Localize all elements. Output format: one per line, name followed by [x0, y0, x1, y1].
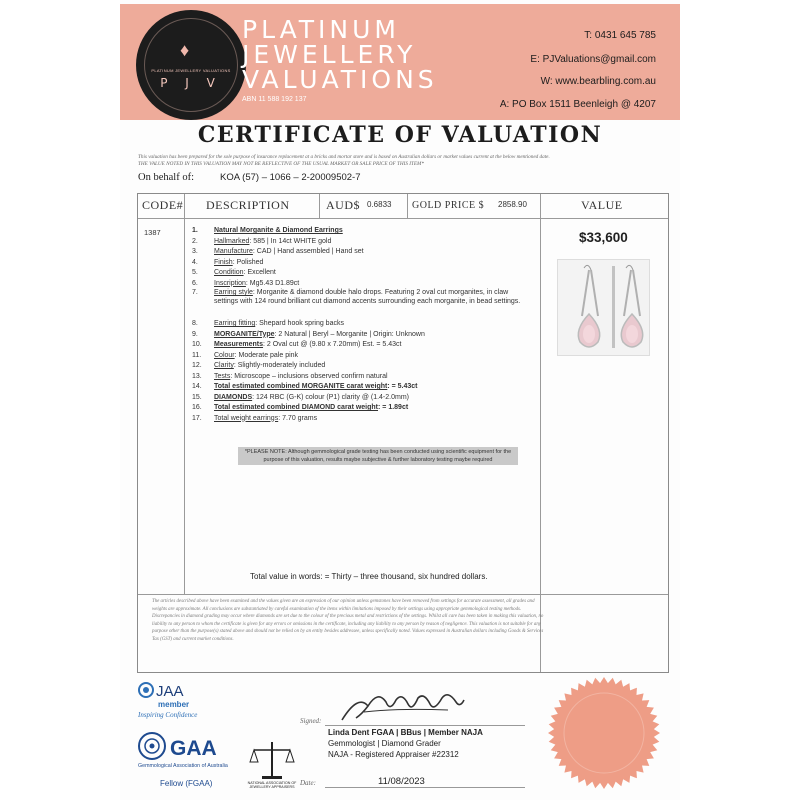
- abn-number: ABN 11 588 192 137: [242, 96, 307, 103]
- date-label: Date:: [300, 779, 316, 787]
- seal-icon: [546, 675, 662, 791]
- description-list: [192, 226, 532, 424]
- signer-registration: NAJA - Registered Appraiser #22312: [328, 750, 459, 759]
- description-item: 3. Manufacture: CAD | Hand assembled | Hand set: [192, 248, 364, 255]
- description-item: 15. DIAMONDS: 124 RBC (G-K) colour (P1) clarity @ (1.4-2.0mm): [192, 393, 409, 401]
- svg-text:Gemmological Association of Au: Gemmological Association of Australia: [138, 763, 228, 769]
- value-header: VALUE: [581, 198, 623, 212]
- behalf-label: On behalf of:: [138, 172, 194, 183]
- signer-role: Gemmologist | Diamond Grader: [328, 739, 441, 748]
- disclaimer-line: This valuation has been prepared for the sole purpose of insurance replacement at a bricks and mortar store and is based on Australian dollars or market values current at the below mentioned date.: [138, 154, 550, 160]
- behalf-value: KOA (57) – 1066 – 2-20009502-7: [220, 172, 361, 183]
- gold-price-value: 2858.90: [498, 200, 527, 209]
- code-header: CODE#: [142, 198, 184, 212]
- svg-text:GAA: GAA: [170, 737, 217, 760]
- valuation-table: [137, 193, 669, 673]
- certificate-title: CERTIFICATE OF VALUATION: [197, 122, 603, 148]
- svg-text:member: member: [158, 700, 190, 709]
- signed-label: Signed:: [300, 717, 322, 725]
- aud-rate: 0.6833: [367, 200, 392, 209]
- pjv-logo: [136, 10, 246, 120]
- contact-address: A: PO Box 1511 Beenleigh @ 4207: [499, 99, 656, 110]
- description-item: 9. MORGANITE/Type: 2 Natural | Beryl – Morganite | Origin: Unknown: [192, 330, 425, 338]
- description-header: DESCRIPTION: [206, 198, 290, 212]
- contact-phone: T: 0431 645 785: [584, 30, 656, 41]
- description-item: 16. Total estimated combined DIAMOND carat weight: = 1.89ct: [192, 404, 409, 411]
- contact-email: E: PJValuations@gmail.com: [530, 54, 656, 65]
- aud-label: AUD$: [326, 198, 360, 212]
- header-band: [120, 4, 680, 120]
- description-item: 10. Measurements: 2 Oval cut @ (9.80 x 7.20mm) Est. = 5.43ct: [192, 341, 402, 348]
- description-item: 17. Total weight earrings: 7.70 grams: [192, 414, 318, 422]
- contact-web: W: www.bearbling.com.au: [540, 76, 656, 87]
- svg-text:Fellow (FGAA): Fellow (FGAA): [160, 779, 213, 788]
- gold-price-label: GOLD PRICE $: [412, 200, 485, 211]
- description-item: 14. Total estimated combined MORGANITE carat weight: = 5.43ct: [192, 383, 418, 390]
- signer-name: Linda Dent FGAA | BBus | Member NAJA: [328, 728, 483, 737]
- gaa-fellow-logo: [138, 730, 238, 790]
- description-item: 5. Condition: Excellent: [192, 269, 276, 276]
- disclaimer-line: THE VALUE NOTED IN THIS VALUATION MAY NOT BE REFLECTIVE OF THE USUAL MARKET OR SALE PRICE OF THIS ITEM*: [138, 161, 424, 167]
- earrings-photo: [557, 259, 650, 356]
- logo-initials: P J V: [160, 76, 222, 90]
- description-item: 13. Tests: Microscope – inclusions observed confirm natural: [192, 372, 388, 380]
- diamond-icon: ♦: [180, 40, 190, 60]
- certificate-page: [120, 0, 680, 800]
- description-item: 4. Finish: Polished: [192, 258, 264, 266]
- description-item: 1. Natural Morganite & Diamond Earrings: [192, 227, 343, 234]
- description-item: 8. Earring fitting: Shepard hook spring backs: [192, 320, 344, 327]
- svg-text:JAA: JAA: [156, 683, 184, 700]
- description-item: 12. Clarity: Slightly-moderately included: [192, 362, 326, 369]
- item-code: 1387: [144, 228, 161, 237]
- brand-name: PLATINUM JEWELLERY VALUATIONS: [242, 15, 438, 94]
- description-item: 6. Inscription: Mg5.43 D1.89ct: [192, 279, 300, 287]
- naja-logo: NATIONAL ASSOCIATION OF JEWELLERY APPRAISERS: [246, 738, 298, 793]
- svg-text:Inspiring Confidence: Inspiring Confidence: [138, 711, 198, 719]
- total-value-words: Total value in words: = Thirty – three thousand, six hundred dollars.: [250, 572, 488, 581]
- fine-print: The articles described above have been examined and the values given are an expression of our opinion unless gemstones have been removed from settings for accurate assessment, all grades and weights are approximate. All conclusions are substantiated by careful examination of the items within limitations imposed by their settings using appropriate gemmological testing methods. Discrepancies in diamond grading may occur where diamonds are set due to the colour of the precious metal and restrictions of the settings. Whilst all care has been taken in making this valuation, no liability to any person to whom the certificate is given for any errors or omissions in the certificate, including any liability to any person by reason of negligence. This valuation is not suitable for any purpose other than the purpose(s) stated above and should not be relied on by an entity besides addressee, unless specifically noted. Values expressed in Australian dollars including Goods & Services Tax (GST) and current market conditions.: [152, 599, 544, 642]
- logo-text: PLATINUM JEWELLERY VALUATIONS: [151, 68, 231, 73]
- valuation-amount: $33,600: [579, 230, 628, 245]
- description-item: 7. Earring style: Morganite & diamond double halo drops. Featuring 2 oval cut morganites, in claw settings with 124 round brilliant cut diamond accents surrounding each morganite, in bead settings.: [192, 289, 521, 305]
- certificate-date: 11/08/2023: [378, 776, 425, 787]
- jaa-member-logo: [138, 681, 218, 723]
- description-item: 2. Hallmarked: 585 | In 14ct WHITE gold: [192, 237, 332, 245]
- description-item: 11. Colour: Moderate pale pink: [192, 351, 299, 359]
- signature: [338, 684, 468, 726]
- testing-note: *PLEASE NOTE: Although gemmological grade testing has been conducted using scientific equipment for the purpose of this valuation, results maybe subjective & further laboratory testing maybe required: [238, 447, 518, 465]
